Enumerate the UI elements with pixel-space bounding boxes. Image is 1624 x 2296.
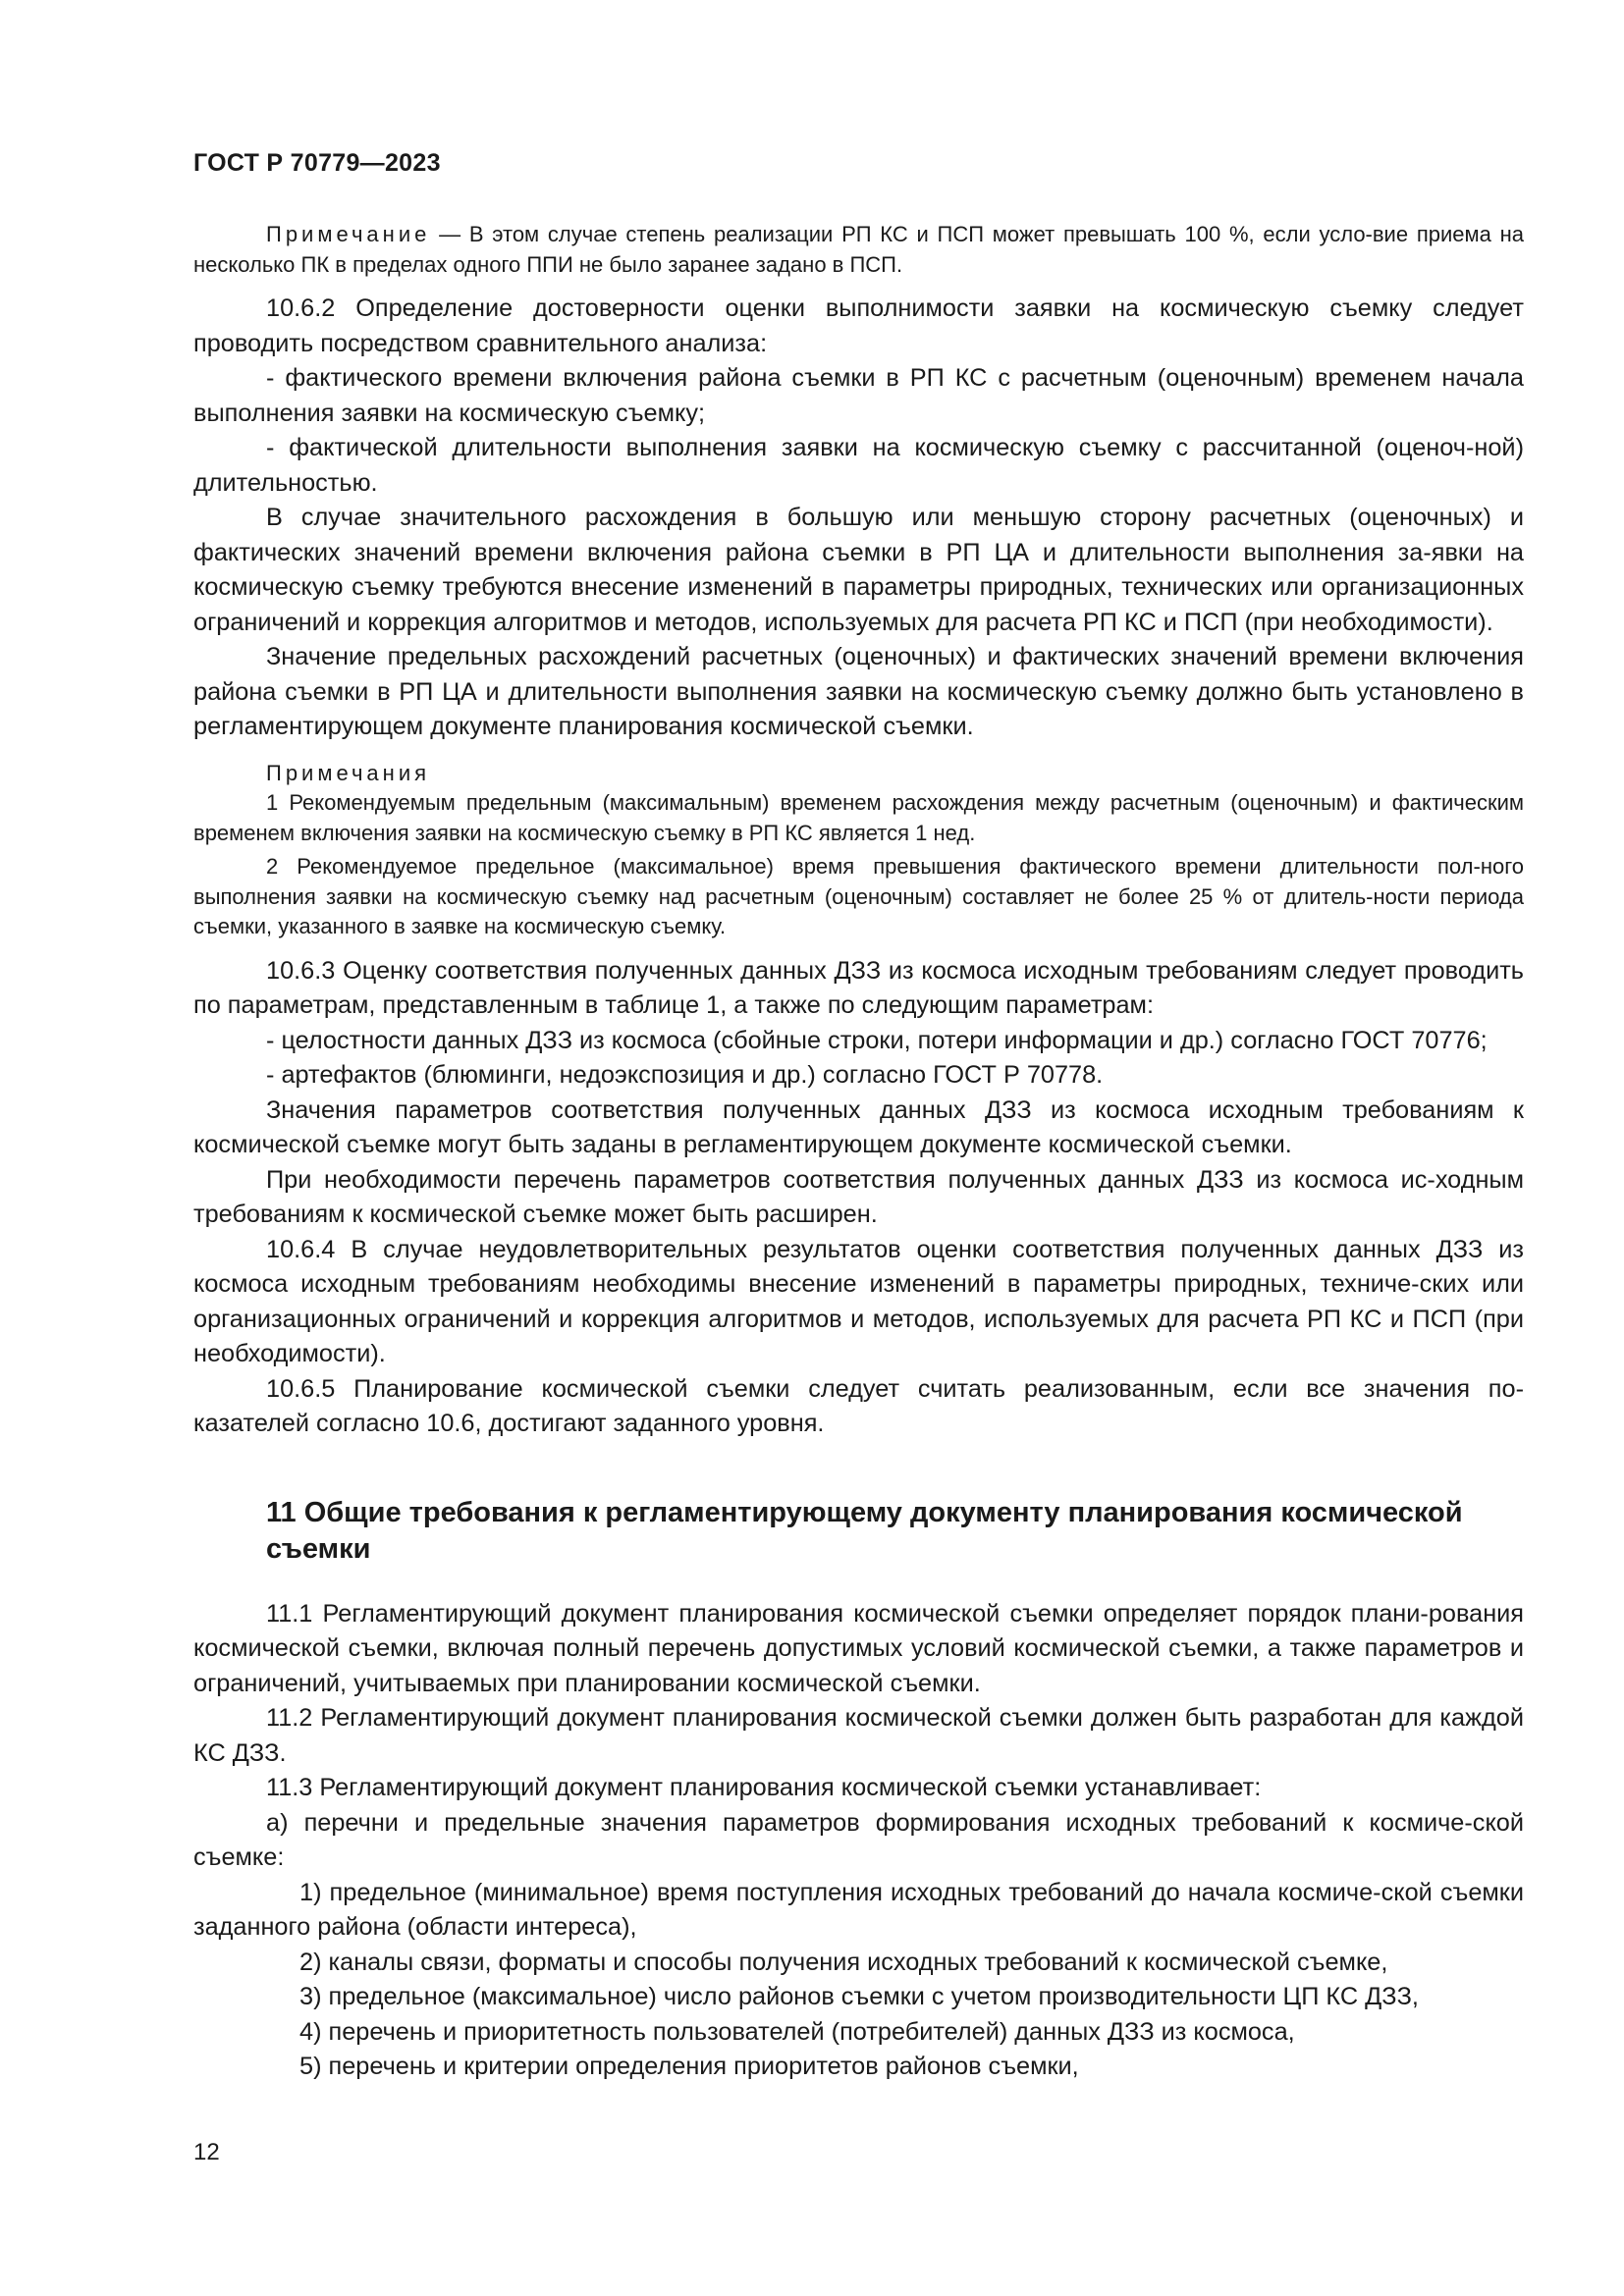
paragraph-10-6-3: 10.6.3 Оценку соответствия полученных данных ДЗЗ из космоса исходным требованиям следует проводить по параметрам, представленным в таблице 1, а также по следующим параметрам: — [193, 956, 1524, 1019]
note-paragraph — [193, 220, 1524, 280]
paragraph: В случае значительного расхождения в большую или меньшую сторону расчетных (оценочных) и фактических значений времени включения района съемки в РП ЦА и длительности выполнения за-явки на космическую съемку требуются внесение изменений в параметры природных, технических или организационных ограничений и коррекция алгоритмов и методов, используемых для расчета РП КС и ПСП (при необходимости). — [193, 504, 1524, 636]
note-text: — В этом случае степень реализации РП КС и ПСП может превышать 100 %, если усло-вие приема на несколько ПК в пределах одного ППИ не было заранее задано в ПСП. — [193, 222, 1524, 277]
list-item-numbered: 2) каналы связи, форматы и способы получения исходных требований к космической съемке, — [299, 1948, 1388, 1976]
document-body — [193, 220, 1524, 2085]
paragraph-10-6-2: 10.6.2 Определение достоверности оценки выполнимости заявки на космическую съемку следует проводить посредством сравнительного анализа: — [193, 294, 1524, 357]
list-item-numbered: 5) перечень и критерии определения приоритетов районов съемки, — [299, 2053, 1079, 2080]
section-heading: 11 Общие требования к регламентирующему документу планирования космической съемки — [266, 1496, 1463, 1565]
list-item: - фактической длительности выполнения заявки на космическую съемку с рассчитанной (оценоч-ной) длительностью. — [193, 434, 1524, 497]
note-item: 1 Рекомендуемым предельным (максимальным) временем расхождения между расчетным (оценочным) и фактическим временем включения заявки на космическую съемку в РП КС является 1 нед. — [193, 790, 1524, 845]
note-item: 2 Рекомендуемое предельное (максимальное) время превышения фактического времени длительности пол-ного выполнения заявки на космическую съемку над расчетным (оценочным) составляет не более 25 % от длитель-ности периода съемки, указанного в заявке на космическую съемку. — [193, 854, 1524, 938]
paragraph: Значения параметров соответствия полученных данных ДЗЗ из космоса исходным требованиям к космической съемке могут быть заданы в регламентирующем документе космической съемки. — [193, 1095, 1524, 1158]
list-item-numbered: 3) предельное (максимальное) число районов съемки с учетом производительности ЦП КС ДЗЗ, — [299, 1983, 1419, 2010]
list-item-numbered: 4) перечень и приоритетность пользователей (потребителей) данных ДЗЗ из космоса, — [299, 2017, 1295, 2046]
notes-label: Примечания — [266, 760, 431, 785]
paragraph: При необходимости перечень параметров соответствия полученных данных ДЗЗ из космоса ис-ходным требованиям к космической съемке может быть расширен. — [193, 1165, 1524, 1228]
paragraph: Значение предельных расхождений расчетных (оценочных) и фактических значений времени включения района съемки в РП ЦА и длительности выполнения заявки на космическую съемку должно быть установлено в регламентирующем документе планирования космической съемки. — [193, 643, 1524, 740]
list-item: - фактического времени включения района съемки в РП КС с расчетным (оценочным) временем начала выполнения заявки на космическую съемку; — [193, 364, 1524, 427]
note-label: Примечание — [266, 222, 431, 246]
list-item-numbered: 1) предельное (минимальное) время поступления исходных требований до начала космиче-ской съемки заданного района (области интереса), — [193, 1878, 1524, 1941]
page-number: 12 — [193, 2139, 220, 2165]
document-header: ГОСТ Р 70779—2023 — [193, 149, 441, 177]
list-item: - артефактов (блюминги, недоэкспозиция и др.) согласно ГОСТ Р 70778. — [266, 1061, 1104, 1089]
paragraph-11-2: 11.2 Регламентирующий документ планирования космической съемки должен быть разработан для каждой КС ДЗЗ. — [193, 1704, 1524, 1767]
paragraph-10-6-5: 10.6.5 Планирование космической съемки следует считать реализованным, если все значения по-казателей согласно 10.6, достигают заданного уровня. — [193, 1374, 1524, 1437]
list-item: - целостности данных ДЗЗ из космоса (сбойные строки, потери информации и др.) согласно ГОСТ 70776; — [266, 1026, 1488, 1054]
paragraph-11-3: 11.3 Регламентирующий документ планирования космической съемки устанавливает: — [266, 1774, 1262, 1801]
notes-label-line — [193, 759, 1524, 789]
list-item-a: а) перечни и предельные значения параметров формирования исходных требований к космиче-ской съемке: — [193, 1808, 1524, 1871]
paragraph-10-6-4: 10.6.4 В случае неудовлетворительных результатов оценки соответствия полученных данных ДЗЗ из космоса исходным требованиям необходимы внесение изменений в параметры природных, техниче-ских или организационных ограничений и коррекция алгоритмов и методов, используемых для расчета РП КС и ПСП (при необходимости). — [193, 1235, 1524, 1367]
paragraph-11-1: 11.1 Регламентирующий документ планирования космической съемки определяет порядок плани-рования космической съемки, включая полный перечень допустимых условий космической съемки, а также параметров и ограничений, учитываемых при планировании космической съемки. — [193, 1599, 1524, 1697]
